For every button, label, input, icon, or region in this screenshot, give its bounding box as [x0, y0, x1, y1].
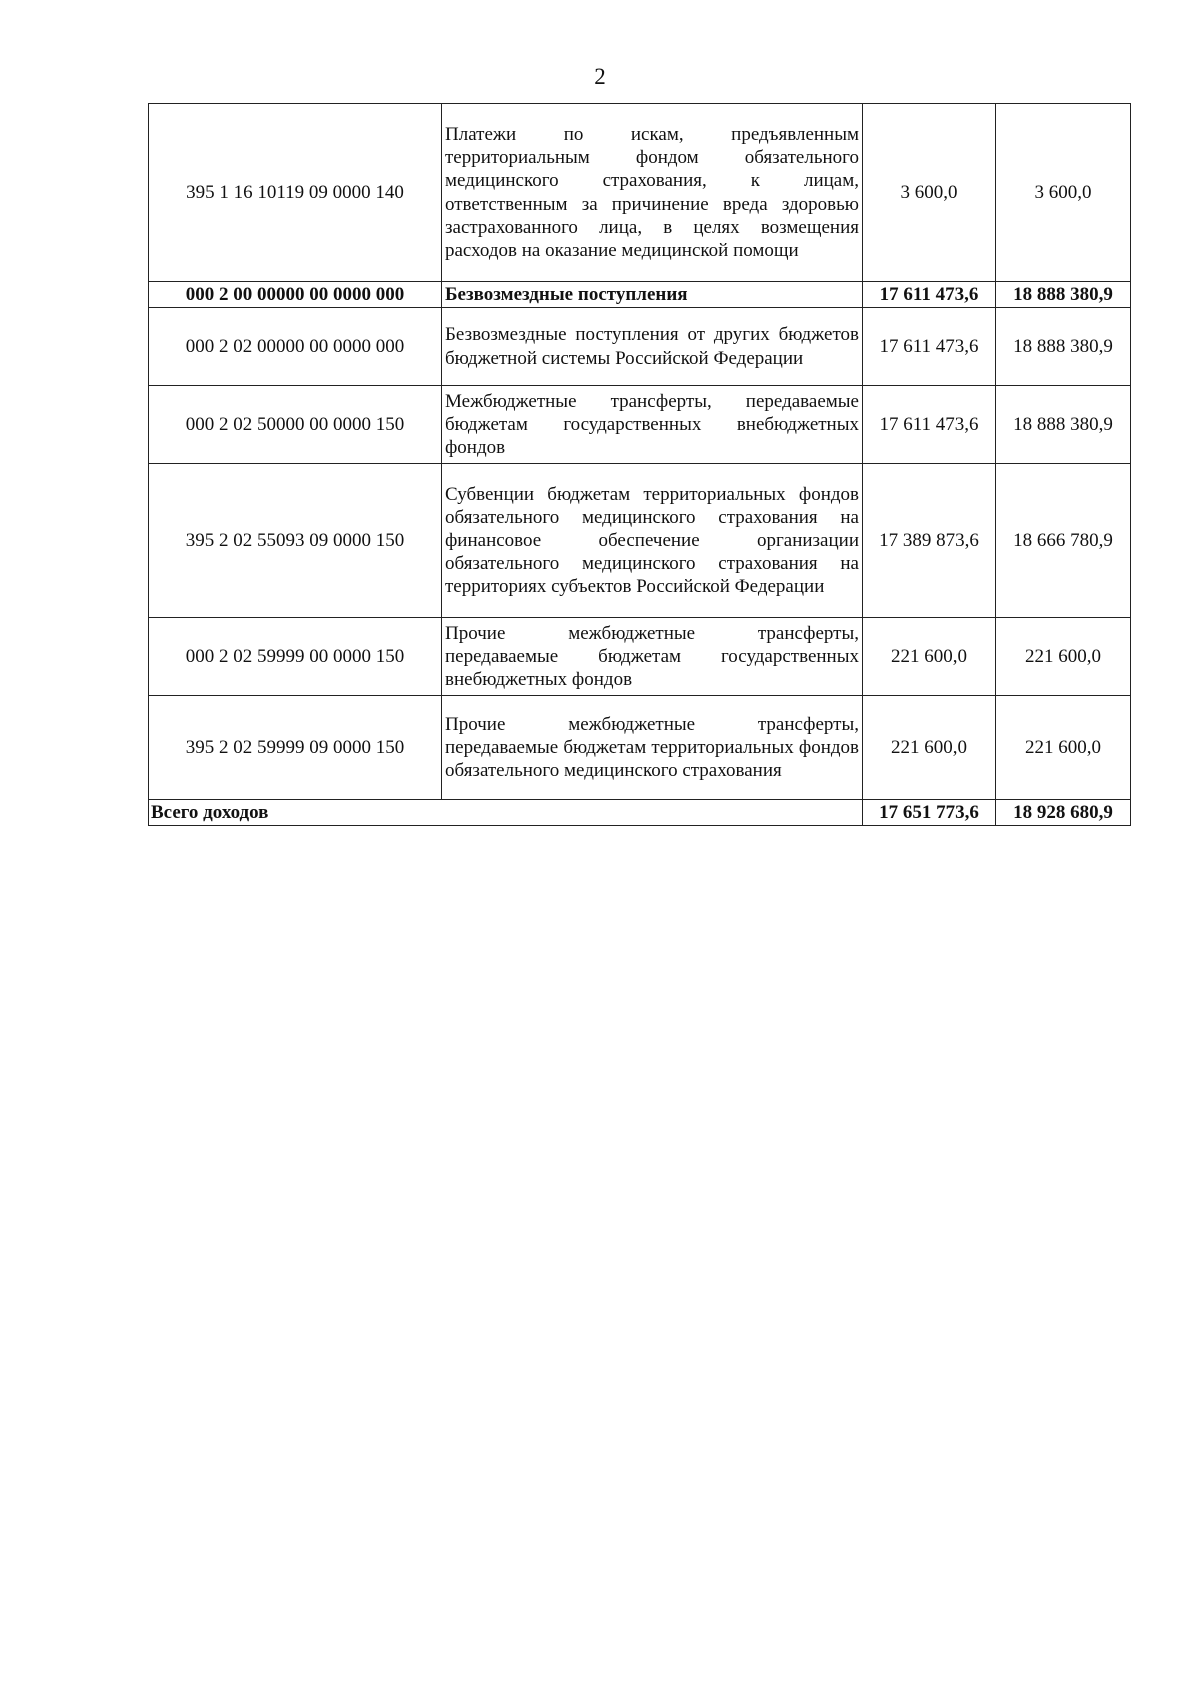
budget-code: 395 1 16 10119 09 0000 140 — [149, 104, 442, 282]
amount-col1: 17 389 873,6 — [863, 464, 996, 618]
budget-code: 000 2 00 00000 00 0000 000 — [149, 282, 442, 308]
table-row — [149, 282, 1131, 308]
amount-col1: 221 600,0 — [863, 696, 996, 800]
amount-col2: 18 888 380,9 — [996, 308, 1131, 386]
revenue-name: Межбюджетные трансферты, передаваемые бюджетам государственных внебюджетных фондов — [442, 386, 863, 464]
budget-code: 395 2 02 59999 09 0000 150 — [149, 696, 442, 800]
table-row — [149, 104, 1131, 282]
budget-code: 000 2 02 59999 00 0000 150 — [149, 618, 442, 696]
total-amount-col2: 18 928 680,9 — [996, 800, 1131, 826]
revenue-name: Прочие межбюджетные трансферты, передаваемые бюджетам территориальных фондов обязательного медицинского страхования — [442, 696, 863, 800]
amount-col1: 17 611 473,6 — [863, 386, 996, 464]
table-row — [149, 308, 1131, 386]
table-row — [149, 696, 1131, 800]
revenue-name: Безвозмездные поступления от других бюджетов бюджетной системы Российской Федерации — [442, 308, 863, 386]
total-amount-col1: 17 651 773,6 — [863, 800, 996, 826]
revenue-name: Платежи по искам, предъявленным территориальным фондом обязательного медицинского страхования, к лицам, ответственным за причинение вреда здоровью застрахованного лица, в целях возмещения расходов на оказание медицинской помощи — [442, 104, 863, 282]
amount-col1: 17 611 473,6 — [863, 282, 996, 308]
budget-code: 000 2 02 00000 00 0000 000 — [149, 308, 442, 386]
total-label: Всего доходов — [149, 800, 863, 826]
budget-code: 395 2 02 55093 09 0000 150 — [149, 464, 442, 618]
amount-col2: 18 666 780,9 — [996, 464, 1131, 618]
revenue-name: Субвенции бюджетам территориальных фондов обязательного медицинского страхования на финансовое обеспечение организации обязательного медицинского страхования на территориях субъектов Российской Федерации — [442, 464, 863, 618]
revenue-name: Безвозмездные поступления — [442, 282, 863, 308]
amount-col1: 3 600,0 — [863, 104, 996, 282]
table-row — [149, 618, 1131, 696]
total-row — [149, 800, 1131, 826]
table-row — [149, 386, 1131, 464]
amount-col2: 221 600,0 — [996, 696, 1131, 800]
amount-col2: 221 600,0 — [996, 618, 1131, 696]
table-row — [149, 464, 1131, 618]
revenue-table — [148, 103, 1131, 826]
amount-col2: 3 600,0 — [996, 104, 1131, 282]
amount-col2: 18 888 380,9 — [996, 386, 1131, 464]
amount-col2: 18 888 380,9 — [996, 282, 1131, 308]
amount-col1: 221 600,0 — [863, 618, 996, 696]
budget-code: 000 2 02 50000 00 0000 150 — [149, 386, 442, 464]
revenue-name: Прочие межбюджетные трансферты, передаваемые бюджетам государственных внебюджетных фондов — [442, 618, 863, 696]
page-number: 2 — [594, 64, 606, 89]
amount-col1: 17 611 473,6 — [863, 308, 996, 386]
